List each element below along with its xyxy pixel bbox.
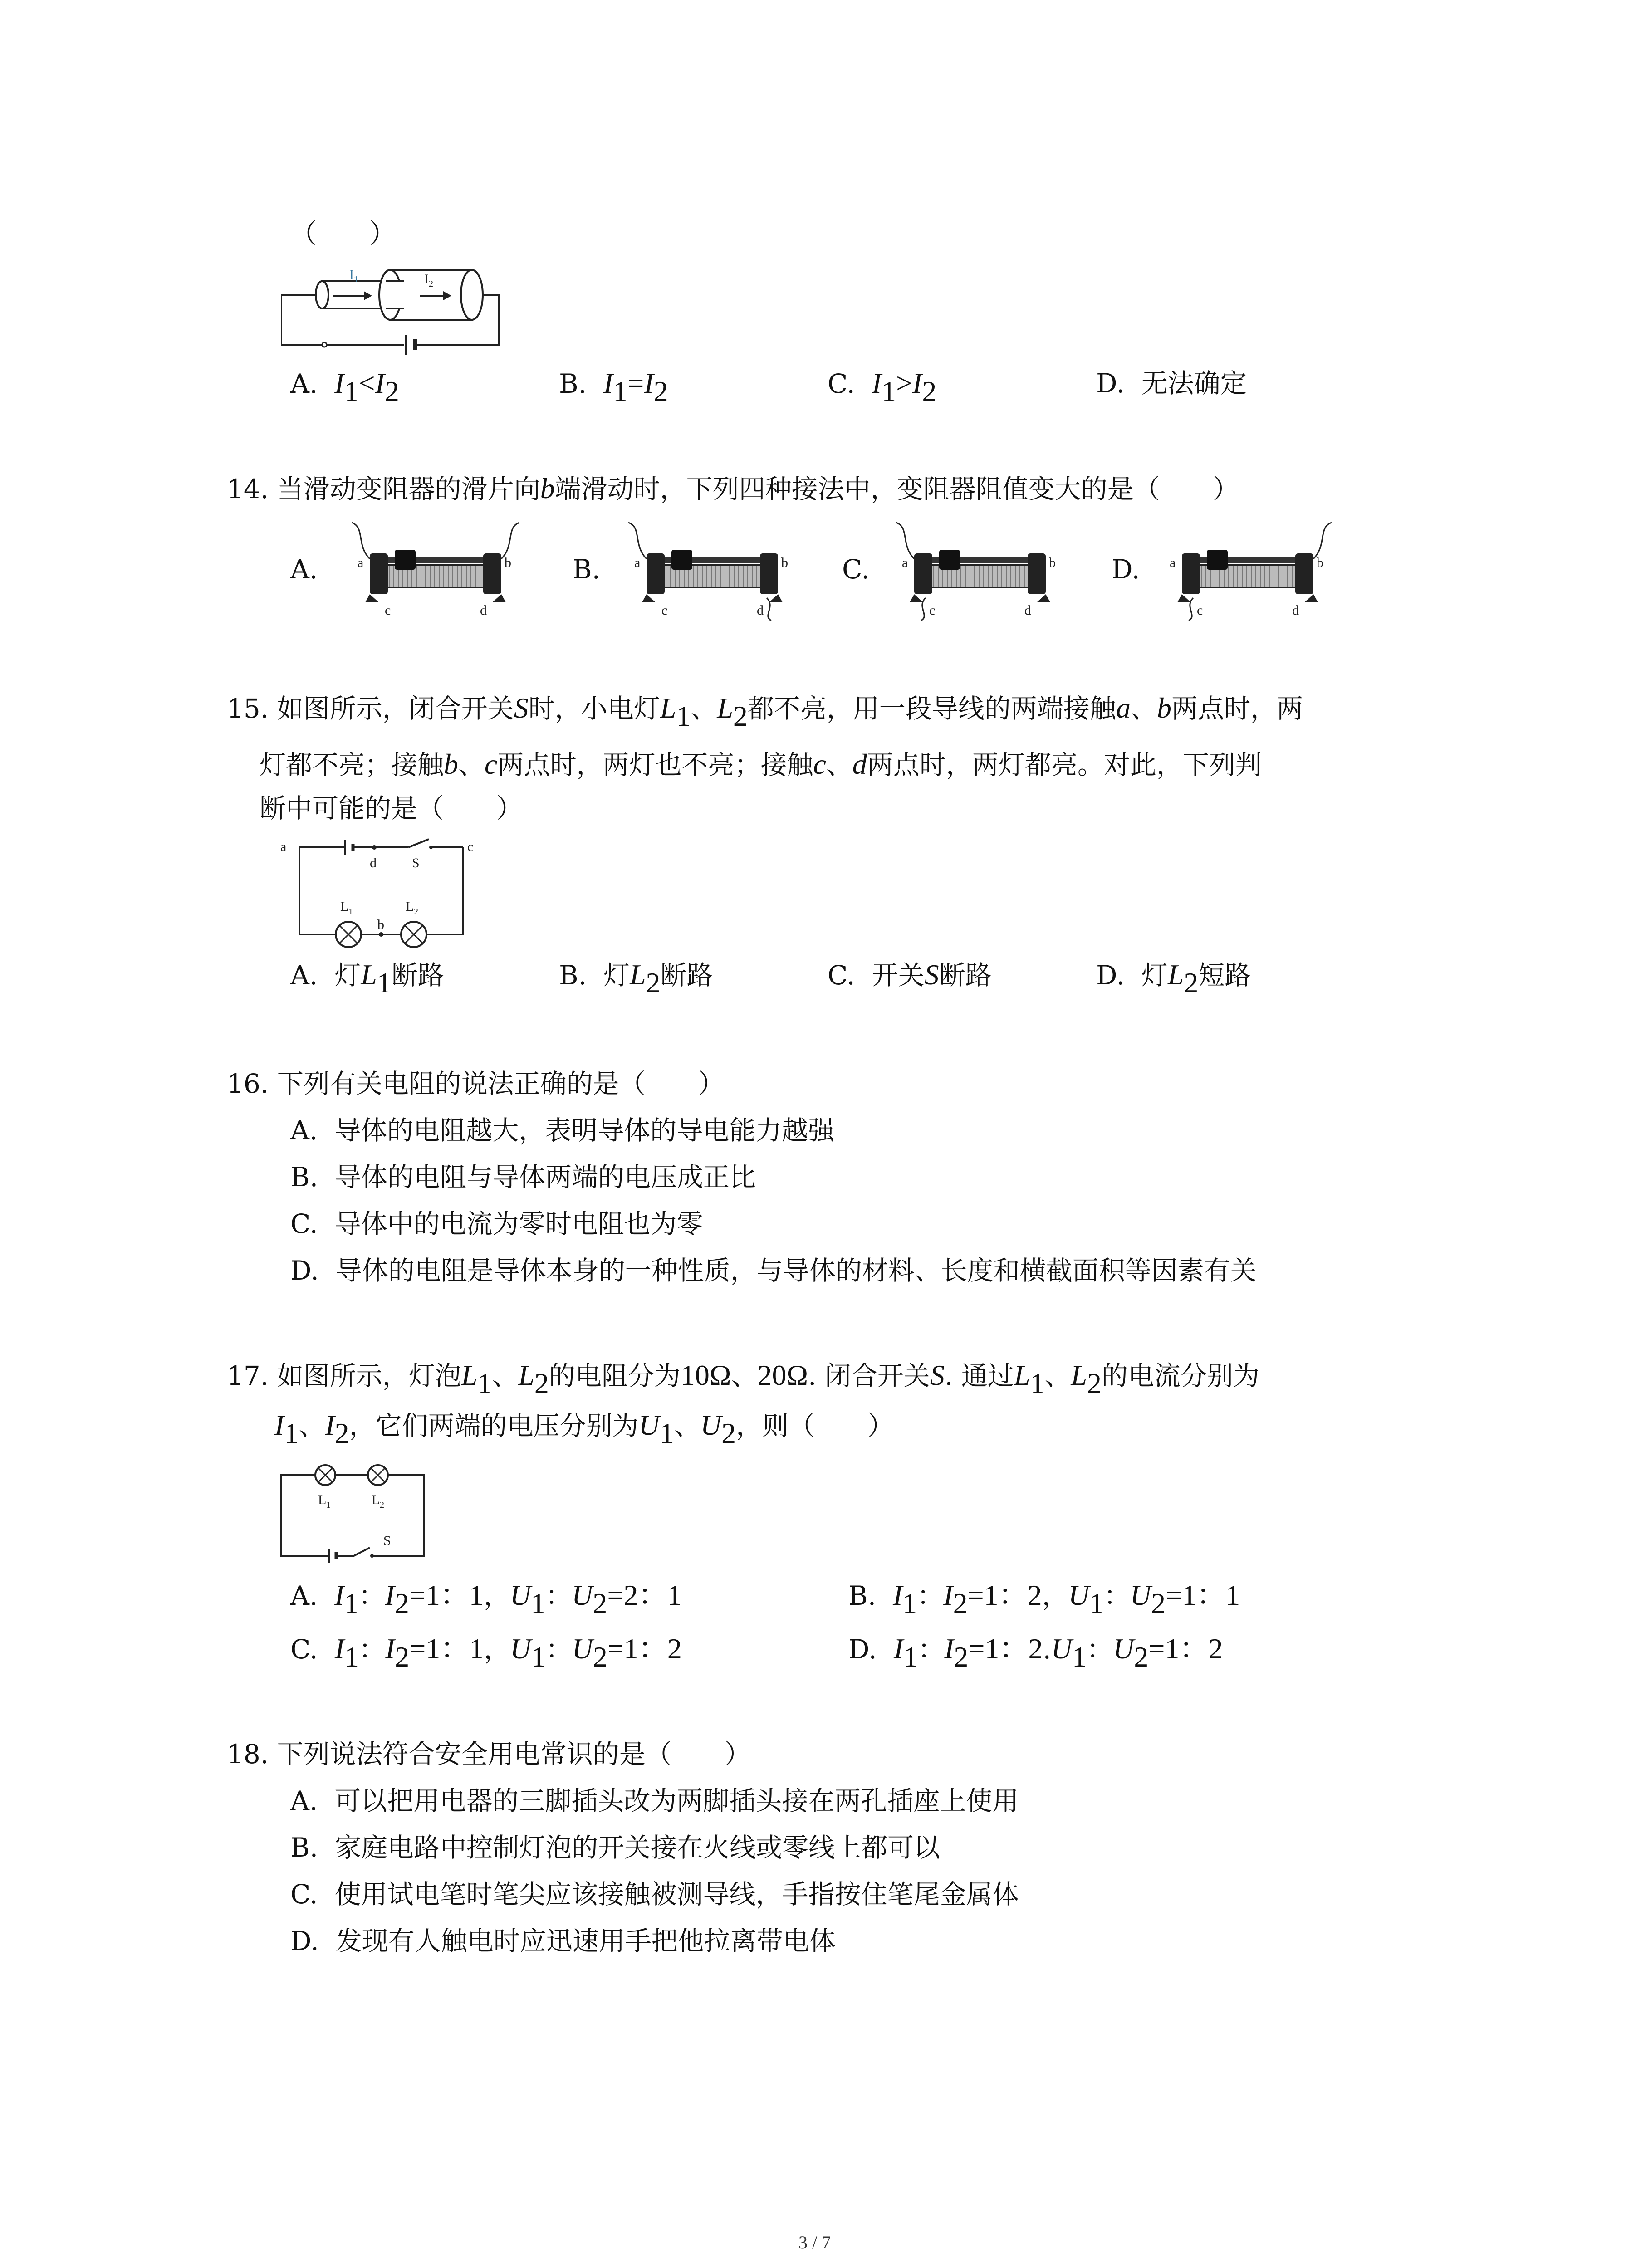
q16-option-b[interactable]: B. 导体的电阻与导体两端的电压成正比 [290,1162,756,1193]
q15-circuit-figure [277,835,485,953]
rheostat-foot-right [492,594,506,602]
rheostat-foot-left [1177,594,1191,602]
q15-option-a[interactable]: A. 灯$L_1$断路 [290,958,444,999]
rheostat-foot-left [910,594,923,602]
rheostat-foot-right [1304,594,1318,602]
q15-option-d[interactable]: D. 灯$L_2$短路 [1096,958,1251,999]
q14-rheostat-b [626,522,798,621]
rheostat-right-end [1028,553,1046,594]
rheostat-wire-a [896,523,914,559]
q14-stem: 14. 当滑动变阻器的滑片向b端滑动时，下列四种接法中，变阻器阻值变大的是（ ） [227,472,1239,504]
q16-option-a[interactable]: A. 导体的电阻越大，表明导体的导电能力越强 [290,1115,835,1146]
rheostat-terminal-label-d: d [1292,603,1299,618]
q18-option-b[interactable]: B. 家庭电路中控制灯泡的开关接在火线或零线上都可以 [290,1832,940,1863]
rheostat-terminal-label-d: d [1024,603,1031,618]
rheostat-terminal-label-a: a [902,555,908,570]
rheostat-right-end [483,553,501,594]
svg-text:1: 1 [326,1500,331,1510]
q18-option-c[interactable]: C. 使用试电笔时笔尖应该接触被测导线，手指按住笔尾金属体 [290,1879,1019,1910]
svg-text:1: 1 [354,274,358,284]
rheostat-wire-a [628,523,647,559]
svg-text:2: 2 [414,907,418,917]
svg-text:L: L [340,899,349,914]
q17-circuit-figure [279,1461,433,1569]
q13-option-d[interactable]: D. 无法确定 [1096,368,1247,399]
q17-option-d[interactable]: D. $I_1$：$I_2=1$：$2.U_1$：$U_2=1$：2 [848,1633,1223,1673]
q14-option-c[interactable]: C. [842,554,870,585]
rheostat-wire-a [352,523,370,559]
q15-stem-line3: 断中可能的是（ ） [260,793,523,824]
q16-option-d[interactable]: D. 导体的电阻是导体本身的一种性质，与导体的材料、长度和横截面积等因素有关 [290,1255,1257,1286]
rheostat-terminal-label-c: c [385,603,391,618]
q14-option-b[interactable]: B. [573,554,601,585]
rheostat-terminal-label-b: b [1317,555,1323,570]
rheostat-right-end [760,553,778,594]
rheostat-terminal-label-c: c [1197,603,1203,618]
rheostat-terminal-label-d: d [757,603,764,618]
svg-text:S: S [383,1533,391,1548]
rheostat-terminal-label-c: c [661,603,668,618]
rheostat-terminal-label-a: a [358,555,364,570]
q17-stem-line1: 17. 如图所示，灯泡$L_1$、$L_2$的电阻分为10Ω、20Ω. 闭合开关S. 通过$L_1$、$L_2$的电流分别为 [227,1359,1260,1399]
q14-option-a[interactable]: A. [290,554,318,585]
rheostat-slider [671,550,692,570]
svg-text:L: L [406,899,414,914]
rheostat-left-end [647,553,665,594]
q15-option-c[interactable]: C. 开关S断路 [828,958,992,991]
q13-circuit-figure [281,263,508,367]
rheostat-terminal-label-b: b [1049,555,1056,570]
svg-text:2: 2 [429,279,433,289]
rheostat-wire-b [1313,523,1332,559]
q13-fig-label-i1: I [349,267,354,282]
rheostat-slider [1207,550,1228,570]
q15-stem-line2: 灯都不亮；接触b、c两点时，两灯也不亮；接触c、d两点时，两灯都亮。对此，下列判 [260,748,1262,780]
q14-option-d[interactable]: D. [1112,554,1140,585]
q18-option-a[interactable]: A. 可以把用电器的三脚插头改为两脚插头接在两孔插座上使用 [290,1785,1019,1816]
rheostat-terminal-label-d: d [480,603,487,618]
rheostat-wire-b [501,523,519,559]
rheostat-terminal-label-a: a [1170,555,1176,570]
rheostat-rod [653,557,771,563]
q15-stem-line1: 15. 如图所示，闭合开关S时，小电灯$L_1$、$L_2$都不亮，用一段导线的两端接触a、b两点时，两 [227,692,1303,732]
q13-option-a[interactable]: A. $I_1<I_2$ [290,367,399,407]
rheostat-foot-right [769,594,783,602]
q14-rheostat-a [349,522,522,621]
q17-option-c[interactable]: C. $I_1$：$I_2=1$：1，$U_1$：$U_2=1$：2 [290,1633,682,1673]
rheostat-foot-right [1037,594,1050,602]
q13-fig-label-i2: I [424,272,429,287]
svg-text:L: L [372,1492,380,1507]
q13-option-b[interactable]: B. $I_1=I_2$ [559,367,668,407]
q13-option-c[interactable]: C. $I_1>I_2$ [828,367,937,407]
rheostat-right-end [1295,553,1313,594]
q18-stem: 18. 下列说法符合安全用电常识的是（ ） [227,1739,751,1769]
q17-option-a[interactable]: A. $I_1$：$I_2=1$：1，$U_1$：$U_2=2$：1 [290,1579,682,1619]
svg-text:S: S [412,855,420,870]
rheostat-rod [1189,557,1307,563]
rheostat-terminal-label-b: b [505,555,511,570]
rheostat-terminal-label-a: a [634,555,641,570]
rheostat-foot-left [642,594,656,602]
q14-rheostat-d [1161,522,1334,621]
svg-text:2: 2 [380,1500,384,1510]
rheostat-left-end [1182,553,1200,594]
rheostat-left-end [370,553,388,594]
rheostat-rod [377,557,495,563]
rheostat-rod [921,557,1039,563]
svg-text:1: 1 [348,907,353,917]
q13-paren: （ ） [290,218,396,249]
svg-text:L: L [318,1492,327,1507]
rheostat-terminal-label-b: b [781,555,788,570]
q14-rheostat-c [894,522,1066,621]
rheostat-slider [395,550,416,570]
q16-stem: 16. 下列有关电阻的说法正确的是（ ） [227,1068,725,1099]
q15-option-b[interactable]: B. 灯$L_2$断路 [559,958,713,999]
rheostat-terminal-label-c: c [929,603,936,618]
svg-text:a: a [280,839,287,854]
q17-stem-line2: $I_1$、$I_2$，它们两端的电压分别为$U_1$、$U_2$，则（ ） [274,1409,894,1449]
rheostat-slider [939,550,960,570]
svg-text:c: c [467,839,474,854]
svg-text:b: b [377,917,384,932]
q16-option-c[interactable]: C. 导体中的电流为零时电阻也为零 [290,1208,703,1239]
svg-text:d: d [370,855,377,870]
rheostat-left-end [914,553,932,594]
q17-option-b[interactable]: B. $I_1$：$I_2=1$：2，$U_1$：$U_2=1$：1 [848,1579,1240,1619]
page-number: 3 / 7 [798,2232,831,2253]
q18-option-d[interactable]: D. 发现有人触电时应迅速用手把他拉离带电体 [290,1926,836,1956]
rheostat-foot-left [365,594,379,602]
